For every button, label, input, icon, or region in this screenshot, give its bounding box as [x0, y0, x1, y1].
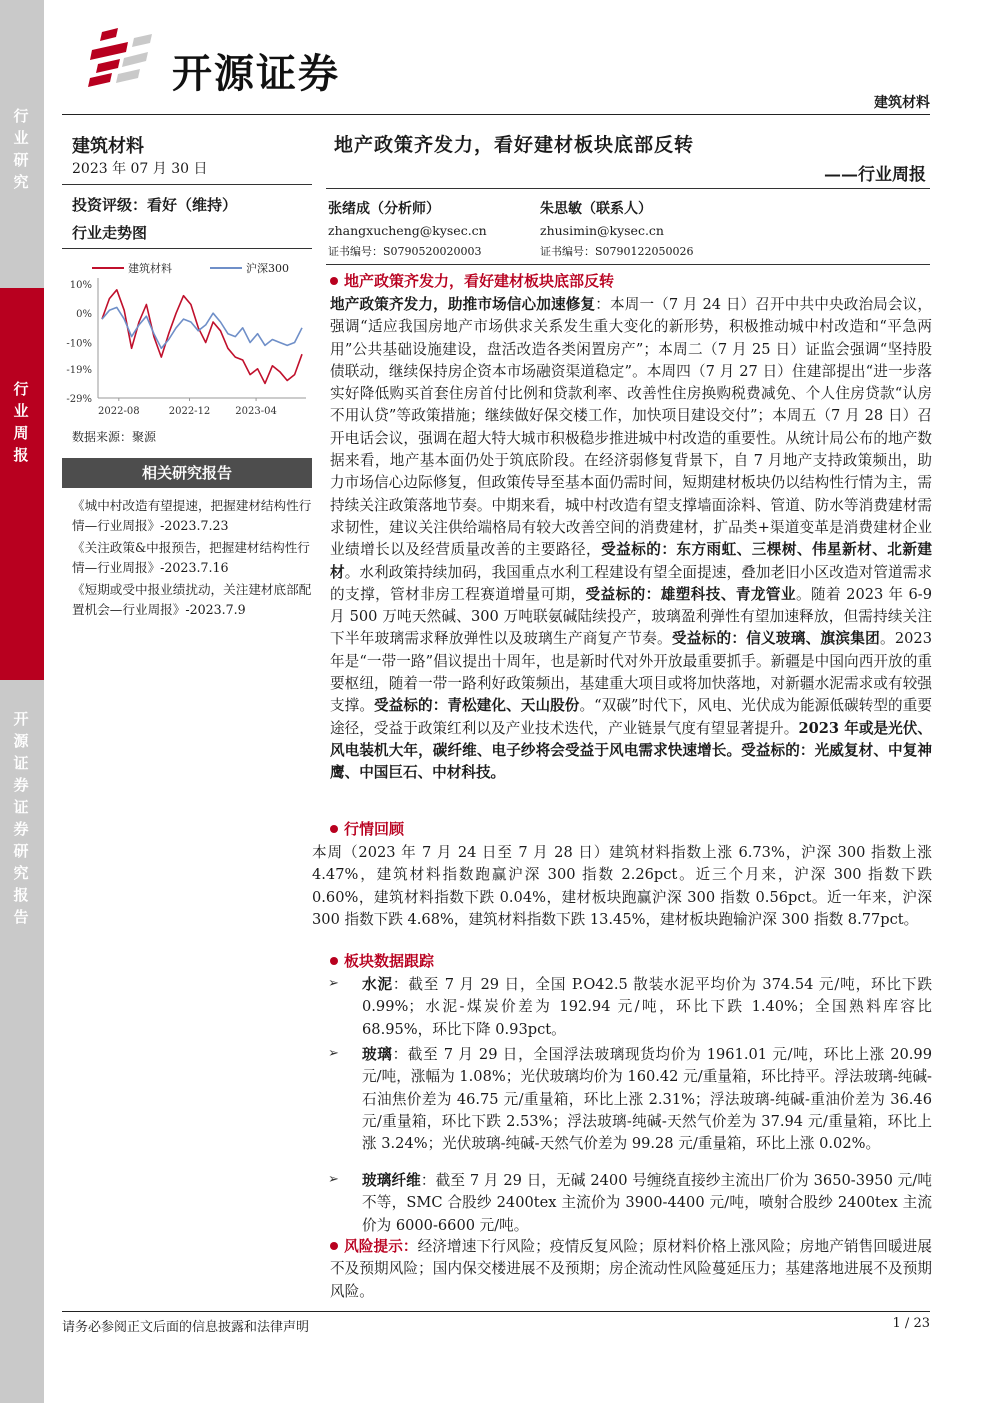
left-rule-1 [62, 184, 312, 185]
bullet-dot [330, 1242, 338, 1250]
chart-y-tick-label: 10% [69, 280, 92, 291]
chart-legend-label: 建筑材料 [128, 262, 172, 275]
left-rule-2 [62, 248, 312, 249]
analyst-email[interactable]: zhangxucheng@kysec.cn [328, 223, 487, 238]
side-label-bottom: 开源证券 证券研究报告 [13, 710, 29, 926]
analyst-2 [540, 198, 694, 259]
section-title-data: 板块数据跟踪 [330, 950, 434, 971]
chart-x-tick-label: 2022-12 [168, 406, 211, 417]
analyst-1 [328, 198, 487, 259]
section-title-policy: 地产政策齐发力，看好建材板块底部反转 [330, 270, 614, 291]
section-title-market: 行情回顾 [330, 818, 404, 839]
left-date: 2023 年 07 月 30 日 [72, 161, 208, 177]
related-title: 相关研究报告 [141, 464, 232, 482]
arrow-bullet-icon: ➢ [328, 1172, 339, 1187]
chart-y-tick-label: 0% [76, 309, 92, 321]
data-source: 数据来源：聚源 [72, 430, 157, 444]
analyst-name: 朱思敏（联系人） [540, 201, 652, 217]
page-number: 1 / 23 [892, 1316, 930, 1331]
analyst-name: 张绪成（分析师） [328, 201, 440, 217]
chart-legend-label: 沪深300 [246, 262, 289, 275]
header-rule [62, 114, 930, 115]
related-header [62, 458, 312, 488]
side-label-top: 行业研究 [13, 107, 29, 191]
arrow-bullet-icon: ➢ [328, 1046, 339, 1061]
data-fiber: 玻璃纤维：截至 7 月 29 日，无碱 2400 号缠绕直接纱主流出厂价为 3650-3950 元/吨不等，SMC 合股纱 2400tex 主流价为 3900-4400 元/吨，喷射合股纱 2400tex 主流价为 6000-6600 元/吨。 [362, 1172, 932, 1234]
brand-name: 开源证券 [172, 51, 340, 97]
title-rule [326, 188, 930, 189]
analyst-cert: 证书编号：S0790520020003 [328, 245, 482, 258]
rating: 投资评级：看好（维持） [72, 196, 238, 214]
trend-chart [62, 254, 312, 424]
chart-x-tick-label: 2023-04 [235, 406, 277, 417]
related-item[interactable]: 《关注政策&中报预告，把握建材结构性行情—行业周报》-2023.7.16 [72, 540, 310, 575]
side-band-mid [0, 288, 44, 680]
risk-notice: 风险提示：经济增速下行风险；疫情反复风险；原材料价格上涨风险；房地产销售回暖进展不及预期风险；国内保交楼进展不及预期；房企流动性风险蔓延压力；基建落地进展不及预期风险。 [330, 1238, 932, 1300]
report-title: 地产政策齐发力，看好建材板块底部反转 [334, 134, 695, 156]
data-glass: 玻璃：截至 7 月 29 日，全国浮法玻璃现货均价为 1961.01 元/吨，环比上涨 20.99 元/吨，涨幅为 1.08%；光伏玻璃均价为 160.42 元/重量箱，环比持平。浮法玻璃-纯碱-石油焦价差为 46.75 元/重量箱，环比上涨 2.31%；浮法玻璃-纯碱-重油价差为 36.46 元/重量箱，环比下跌 2.53%；浮法玻璃-纯碱-天然气价差为 37.94 元/重量箱，环比上涨 3.24%；光伏玻璃-纯碱-天然气价差为 99.28 元/重量箱，环比上涨 0.02%。 [362, 1046, 932, 1153]
chart-y-tick-label: -10% [66, 338, 92, 350]
related-item[interactable]: 《城中村改造有望提速，把握建材结构性行情—行业周报》-2023.7.23 [72, 498, 312, 533]
bullet-dot [330, 825, 338, 833]
section-body-policy: 地产政策齐发力，助推市场信心加速修复：本周一（7 月 24 日）召开中共中央政治局会议，强调“适应我国房地产市场供求关系发生重大变化的新形势，积极推动城中村改造和“平急两用”公共基础设施建设，盘活改造各类闲置房产”；本周二（7 月 25 日）证监会强调“坚持股债联动，继续保持房企资本市场融资渠道稳定”。本周四（7 月 27 日）住建部提出“进一步落实好降低购买首套住房首付比例和贷款利率、改善性住房换购税费减免、个人住房贷款“认房不用认贷”等政策措施；继续做好保交楼工作，加快项目建设交付”；本周五（7 月 28 日）召开电话会议，强调在超大特大城市积极稳步推进城中村改造的重要性。从统计局公布的地产数据来看，地产基本面仍处于筑底阶段。在经济弱修复背景下，自 7 月地产支持政策频出，助力市场信心边际修复，但政策传导至基本面仍需时间，短期建材板块仍以结构性行情为主，需持续关注政策落地节奏。中期来看，城中村改造有望支撑墙面涂料、管道、防水等消费建材需求韧性，建议关注供给端格局有较大改善空间的消费建材，扩品类+渠道变革是消费建材企业业绩增长以及经营质量改善的主要路径，受益标的：东方雨虹、三棵树、伟星新材、北新建材。水利政策持续加码，我国重点水利工程建设有望全面提速，叠加老旧小区改造对管道需求的支撑，管材非房工程赛道增量可期，受益标的：雄塑科技、青龙管业。随着 2023 年 6-9 月 500 万吨天然碱、300 万吨联氨碱陆续投产，玻璃盈利弹性有望加速释放，但需持续关注下半年玻璃需求释放弹性以及玻璃生产商复产节奏。受益标的：信义玻璃、旗滨集团。2023 年是“一带一路”倡议提出十周年，也是新时代对外开放最重要抓手。新疆是中国向西开放的重要枢纽，随着一带一路利好政策频出，基建重大项目或将加快落地，对新疆水泥需求或有较强支撑。受益标的：青松建化、天山股份。“双碳”时代下，风电、光伏成为能源低碳转型的重要途径，受益于政策红利以及产业技术迭代，产业链景气度有望显著提升。2023 年或是光伏、风电装机大年，碳纤维、电子纱将会受益于风电需求快速增长。受益标的：光威复材、中复神鹰、中国巨石、中材科技。 [330, 296, 932, 782]
analyst-rule [326, 264, 930, 265]
bullet-dot [330, 277, 338, 285]
footer-rule [62, 1311, 930, 1312]
header-category: 建筑材料 [874, 95, 930, 111]
analyst-email[interactable]: zhusimin@kysec.cn [540, 223, 664, 238]
chart-y-tick-label: -29% [66, 394, 92, 405]
brand-logo-icon [88, 28, 166, 90]
left-industry: 建筑材料 [72, 136, 144, 157]
report-subtitle: ——行业周报 [824, 165, 926, 185]
arrow-bullet-icon: ➢ [328, 976, 339, 991]
trend-title: 行业走势图 [72, 224, 148, 242]
related-list [72, 496, 312, 622]
chart-x-tick-label: 2022-08 [98, 406, 140, 417]
data-cement: 水泥：截至 7 月 29 日，全国 P.O42.5 散装水泥平均价为 374.54 元/吨，环比下跌 0.99%；水泥-煤炭价差为 192.94 元/吨，环比下跌 1.40%；全国熟料库容比 68.95%，环比下降 0.93pct。 [362, 976, 932, 1038]
chart-y-tick-label: -19% [66, 364, 92, 376]
chart-series-line-1 [102, 307, 302, 348]
section-body-market: 本周（2023 年 7 月 24 日至 7 月 28 日）建筑材料指数上涨 6.73%，沪深 300 指数上涨 4.47%，建筑材料指数跑赢沪深 300 指数 2.26pct。近三个月来，沪深 300 指数下跌 0.60%，建筑材料指数下跌 0.04%，建材板块跑赢沪深 300 指数 0.56pct。近一年来，沪深 300 指数下跌 4.68%，建筑材料指数下跌 13.45%，建材板块跑输沪深 300 指数 8.77pct。 [312, 844, 932, 928]
side-label-mid: 行业周报 [13, 380, 29, 464]
analyst-cert: 证书编号：S0790122050026 [540, 245, 694, 258]
related-item[interactable]: 《短期或受中报业绩扰动，关注建材底部配置机会—行业周报》-2023.7.9 [72, 582, 312, 617]
footer-disclaimer: 请务必参阅正文后面的信息披露和法律声明 [62, 1320, 310, 1335]
bullet-dot [330, 957, 338, 965]
